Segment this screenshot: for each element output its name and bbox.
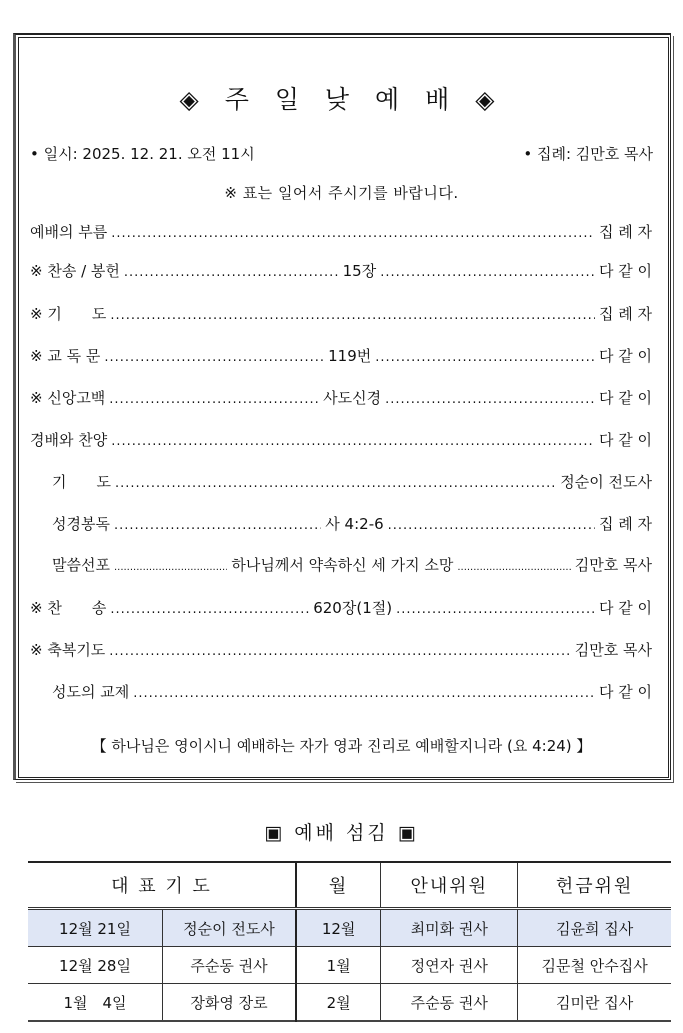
order-detail: 119번: [328, 347, 372, 365]
order-detail: 하나님께서 약속하신 세 가지 소망: [231, 556, 454, 574]
cell-usher: 최미화 권사: [381, 909, 518, 947]
leader-dots: [133, 686, 595, 701]
leader-dots: [109, 644, 570, 659]
leader-dots: [375, 350, 595, 365]
order-leader: 다 같 이: [599, 347, 653, 365]
order-leader: 집 례 자: [598, 223, 652, 241]
header-offering: 헌금위원: [518, 862, 671, 909]
cell-month: 2월: [296, 984, 381, 1022]
order-leader: 집 례 자: [598, 305, 652, 323]
order-leader: 집 례 자: [598, 515, 652, 533]
leader-dots: [385, 392, 595, 407]
leader-dots: [114, 562, 227, 573]
service-roster-table: [28, 861, 671, 1022]
leader-dots: [124, 265, 339, 280]
leader-dots: [457, 562, 570, 573]
leader-dots: [110, 308, 595, 323]
table-header-row: [28, 862, 671, 909]
stand-notice: ※ 표는 일어서 주시기를 바랍니다.: [224, 184, 459, 202]
order-item-sermon: [52, 554, 652, 576]
leader-dots: [111, 434, 595, 449]
table-row: [28, 947, 671, 984]
order-item-prayer-2: [52, 471, 652, 493]
service-leader: • 집례: 김만호 목사: [523, 145, 653, 163]
cell-prayer: 장화영 장로: [163, 984, 296, 1022]
order-detail: 620장(1절): [313, 599, 393, 617]
leader-dots: [109, 392, 319, 407]
order-leader: 다 같 이: [598, 262, 652, 280]
order-label: ※ 찬 송: [30, 599, 107, 617]
cell-prayer: 정순이 전도사: [163, 909, 296, 947]
order-leader: 다 같 이: [598, 599, 652, 617]
leader-dots: [396, 602, 595, 617]
order-item-call-to-worship: [30, 221, 652, 243]
service-title: ◈ 주 일 낮 예 배 ◈: [179, 85, 504, 114]
order-item-responsive-reading: [30, 345, 652, 367]
leader-dots: [380, 265, 595, 280]
leader-dots: [110, 602, 309, 617]
order-leader: 김만호 목사: [574, 641, 652, 659]
cell-month: 12월: [296, 909, 381, 947]
leader-dots: [111, 226, 595, 241]
cell-date: 12월 21일: [28, 909, 163, 947]
order-item-hymn-offering: [30, 260, 652, 282]
leader-dots: [104, 350, 324, 365]
header-representative-prayer: 대 표 기 도: [28, 862, 296, 909]
service-datetime: • 일시: 2025. 12. 21. 오전 11시: [30, 145, 255, 163]
order-detail: 사 4:2-6: [325, 515, 384, 533]
order-label: ※ 기 도: [30, 305, 107, 323]
order-detail: 15장: [342, 262, 377, 280]
order-item-hymn-2: [30, 597, 652, 619]
order-leader: 다 같 이: [598, 683, 652, 701]
service-roster-title: ▣ 예배 섬김 ▣: [264, 822, 419, 844]
header-month: 월: [296, 862, 381, 909]
order-label: 기 도: [52, 473, 111, 491]
cell-date: 12월 28일: [28, 947, 163, 984]
header-usher: 안내위원: [381, 862, 518, 909]
cell-offering: 김윤희 집사: [518, 909, 671, 947]
leader-dots: [388, 518, 595, 533]
order-label: 예배의 부름: [30, 223, 108, 241]
order-label: 경배와 찬양: [30, 431, 108, 449]
order-item-scripture: [52, 513, 652, 535]
leader-dots: [115, 476, 556, 491]
order-item-fellowship: [52, 681, 652, 703]
order-item-creed: [30, 387, 652, 409]
order-leader: 김만호 목사: [574, 556, 652, 574]
order-detail: 사도신경: [323, 389, 382, 407]
order-leader: 정순이 전도사: [560, 473, 652, 491]
order-label: 성경봉독: [52, 515, 110, 533]
cell-offering: 김문철 안수집사: [518, 947, 671, 984]
order-label: 말씀선포: [52, 556, 110, 574]
table-row: [28, 984, 671, 1022]
cell-month: 1월: [296, 947, 381, 984]
order-label: ※ 찬송 / 봉헌: [30, 262, 120, 280]
cell-date: 1월 4일: [28, 984, 163, 1022]
cell-usher: 정연자 권사: [381, 947, 518, 984]
order-label: 성도의 교제: [52, 683, 130, 701]
cell-usher: 주순동 권사: [381, 984, 518, 1022]
order-label: ※ 축복기도: [30, 641, 106, 659]
order-item-praise: [30, 429, 652, 451]
order-label: ※ 신앙고백: [30, 389, 106, 407]
order-leader: 다 같 이: [598, 389, 652, 407]
table-row: [28, 909, 671, 947]
scripture-verse: 【 하나님은 영이시니 예배하는 자가 영과 진리로 예배할지니라 (요 4:24) 】: [91, 737, 592, 755]
leader-dots: [114, 518, 321, 533]
order-leader: 다 같 이: [598, 431, 652, 449]
cell-offering: 김미란 집사: [518, 984, 671, 1022]
order-item-benediction: [30, 639, 652, 661]
order-item-prayer: [30, 303, 652, 325]
cell-prayer: 주순동 권사: [163, 947, 296, 984]
order-label: ※ 교 독 문: [30, 347, 101, 365]
